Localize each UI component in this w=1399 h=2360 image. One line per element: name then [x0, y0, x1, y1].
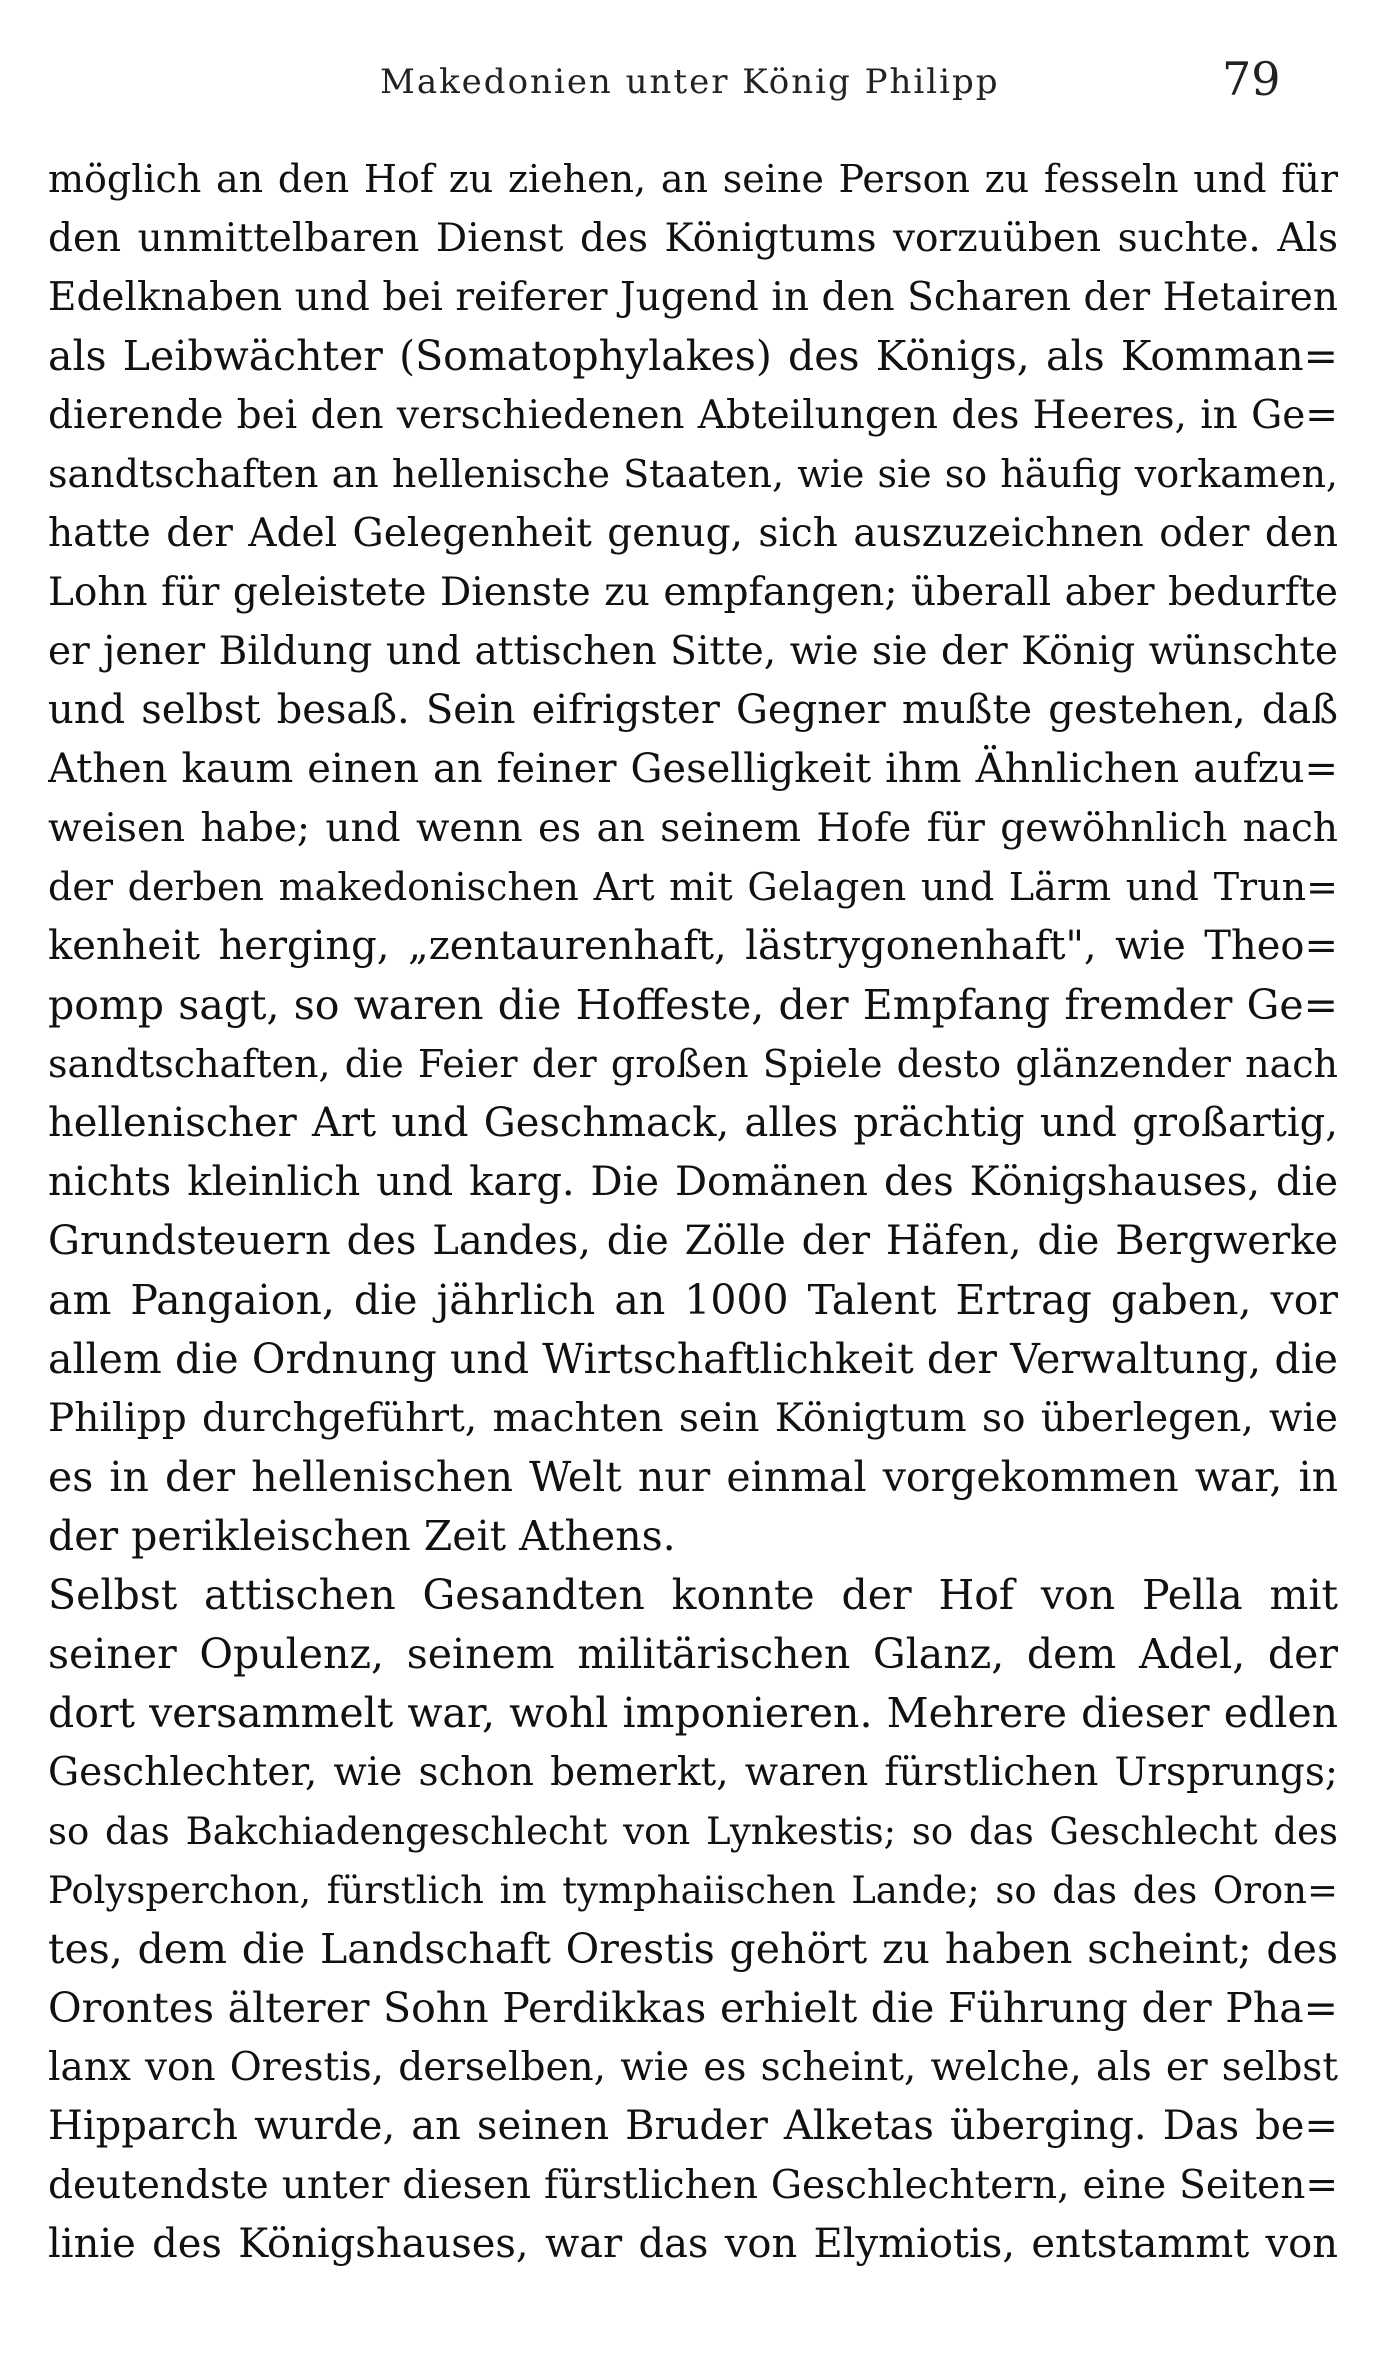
text-line: Philipp durchgeführt, machten sein Königtum so überlegen, wie: [48, 1396, 1338, 1441]
text-line: deutendste unter diesen fürstlichen Geschlechtern, eine Seiten=: [48, 2163, 1338, 2208]
text-line: sandtschaften an hellenische Staaten, wie sie so häufig vorkamen,: [48, 452, 1338, 496]
running-title: Makedonien unter König Philipp: [380, 62, 1000, 102]
text-line: als Leibwächter (Somatophylakes) des Königs, als Komman=: [48, 332, 1338, 380]
text-line: allem die Ordnung und Wirtschaftlichkeit der Verwaltung, die: [48, 1335, 1338, 1383]
text-line: Lohn für geleistete Dienste zu empfangen; überall aber bedurfte: [48, 570, 1338, 615]
text-line: möglich an den Hof zu ziehen, an seine Person zu fesseln und für: [48, 157, 1338, 201]
text-line: so das Bakchiadengeschlecht von Lynkestis; so das Geschlecht des: [48, 1810, 1338, 1853]
text-line: und selbst besaß. Sein eifrigster Gegner mußte gestehen, daß: [48, 687, 1338, 733]
text-line: es in der hellenischen Welt nur einmal vorgekommen war, in: [48, 1453, 1338, 1501]
text-line: nichts kleinlich und karg. Die Domänen des Königshauses, die: [48, 1159, 1338, 1205]
text-line: kenheit herging, „zentaurenhaft, lästrygonenhaft", wie Theo=: [48, 923, 1338, 969]
text-line: Edelknaben und bei reiferer Jugend in den Scharen der Hetairen: [48, 275, 1338, 320]
text-line: Geschlechter, wie schon bemerkt, waren fürstlichen Ursprungs;: [48, 1750, 1338, 1795]
text-line: hatte der Adel Gelegenheit genug, sich auszuzeichnen oder den: [48, 511, 1338, 556]
text-line: er jener Bildung und attischen Sitte, wie sie der König wünschte: [48, 629, 1338, 674]
text-line: den unmittelbaren Dienst des Königtums vorzuüben suchte. Als: [48, 216, 1338, 261]
text-line: am Pangaion, die jährlich an 1000 Talent Ertrag gaben, vor: [48, 1276, 1338, 1324]
text-line-paragraph-end: der perikleischen Zeit Athens.: [48, 1512, 676, 1560]
text-line: Grundsteuern des Landes, die Zölle der Häfen, die Bergwerke: [48, 1218, 1338, 1264]
text-line: tes, dem die Landschaft Orestis gehört zu haben scheint; des: [48, 1925, 1338, 1973]
body-text: [48, 150, 1338, 2274]
text-line: Hipparch wurde, an seinen Bruder Alketas überging. Das be=: [48, 2103, 1338, 2149]
text-line: Polysperchon, fürstlich im tymphaiischen Lande; so das des Oron=: [48, 1869, 1338, 1912]
text-line: seiner Opulenz, seinem militärischen Glanz, dem Adel, der: [48, 1630, 1338, 1678]
text-line: dort versammelt war, wohl imponieren. Mehrere dieser edlen: [48, 1689, 1338, 1737]
text-line: sandtschaften, die Feier der großen Spiele desto glänzender nach: [48, 1042, 1338, 1086]
text-line: weisen habe; und wenn es an seinem Hofe für gewöhnlich nach: [48, 806, 1338, 851]
text-line: hellenischer Art und Geschmack, alles prächtig und großartig,: [48, 1100, 1338, 1146]
text-line: der derben makedonischen Art mit Gelagen und Lärm und Trun=: [48, 865, 1338, 909]
text-line: Orontes älterer Sohn Perdikkas erhielt die Führung der Pha=: [48, 1984, 1338, 2032]
text-line: linie des Königshauses, war das von Elymiotis, entstammt von: [48, 2221, 1338, 2267]
text-line-paragraph-start: Selbst attischen Gesandten konnte der Hof von Pella mit: [48, 1571, 1338, 1619]
text-line: Athen kaum einen an feiner Geselligkeit ihm Ähnlichen aufzu=: [48, 746, 1338, 792]
text-line: pomp sagt, so waren die Hoffeste, der Empfang fremder Ge=: [48, 981, 1338, 1029]
page-number: 79: [1222, 52, 1281, 106]
text-line: lanx von Orestis, derselben, wie es scheint, welche, als er selbst: [48, 2045, 1338, 2090]
text-line: dierende bei den verschiedenen Abteilungen des Heeres, in Ge=: [48, 393, 1338, 438]
